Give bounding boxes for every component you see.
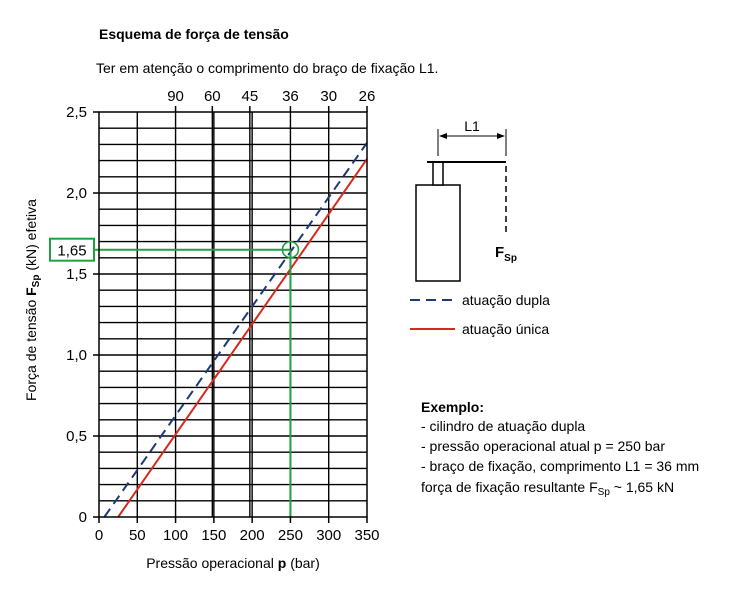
top-tick-label: 60 [203, 88, 221, 105]
example-result: força de fixação resultante $F_{Sp}$ ~ 1,65 kN [421, 479, 675, 498]
example-highlight [50, 239, 298, 517]
force-label: $F_{Sp}$ [495, 244, 517, 264]
x-tick-label: 300 [316, 527, 342, 544]
grid-lines [99, 112, 367, 517]
y-tick-label: 1,0 [66, 347, 87, 364]
x-tick-label: 250 [277, 527, 303, 544]
example-heading: Exemplo: [421, 399, 485, 415]
l1-label: L1 [464, 118, 480, 134]
series-lines [104, 143, 367, 517]
top-tick-label: 36 [282, 88, 299, 105]
y-axis-ticks [66, 104, 99, 526]
example-value-label: 1,65 [57, 242, 87, 260]
x-axis-ticks [95, 517, 380, 544]
legend [410, 292, 550, 337]
series-line [118, 159, 367, 517]
top-axis-ticks [167, 88, 375, 112]
l1-arrow-left [439, 133, 447, 139]
top-tick-label: 26 [358, 88, 376, 105]
example-line-3: - braço de fixação, comprimento L1 = 36 mm [421, 458, 700, 474]
x-tick-label: 100 [163, 527, 189, 544]
y-tick-label: 0,5 [66, 428, 87, 445]
y-tick-label: 2,5 [66, 104, 87, 121]
l1-arrow-right [497, 133, 505, 139]
example-line-1: - cilindro de atuação dupla [421, 418, 586, 434]
series-line [104, 143, 367, 517]
cylinder-body [416, 185, 460, 281]
chart-subtitle: Ter em atenção o comprimento do braço de fixação L1. [96, 60, 439, 76]
example-box [421, 399, 699, 498]
legend-label: atuação dupla [462, 292, 550, 308]
top-tick-label: 30 [320, 88, 338, 105]
y-tick-label: 1,5 [66, 266, 87, 283]
x-tick-label: 200 [239, 527, 265, 544]
y-tick-label: 0 [78, 509, 87, 526]
x-tick-label: 0 [94, 527, 104, 544]
x-axis-label: Pressão operacional p (bar) [146, 555, 320, 571]
cylinder-diagram [416, 118, 517, 281]
top-tick-label: 45 [241, 88, 259, 105]
plot-frame [99, 112, 367, 517]
example-line-2: - pressão operacional atual p = 250 bar [421, 438, 665, 454]
legend-label: atuação única [462, 321, 550, 337]
y-axis-label: Força de tensão $F_{Sp}$ (kN) efetiva [23, 199, 42, 401]
x-tick-label: 50 [128, 527, 146, 544]
piston-rod [433, 162, 443, 185]
top-tick-label: 90 [167, 88, 184, 105]
x-tick-label: 150 [201, 527, 227, 544]
x-tick-label: 350 [354, 527, 380, 544]
y-tick-label: 2,0 [66, 185, 87, 202]
chart-title: Esquema de força de tensão [99, 26, 289, 42]
